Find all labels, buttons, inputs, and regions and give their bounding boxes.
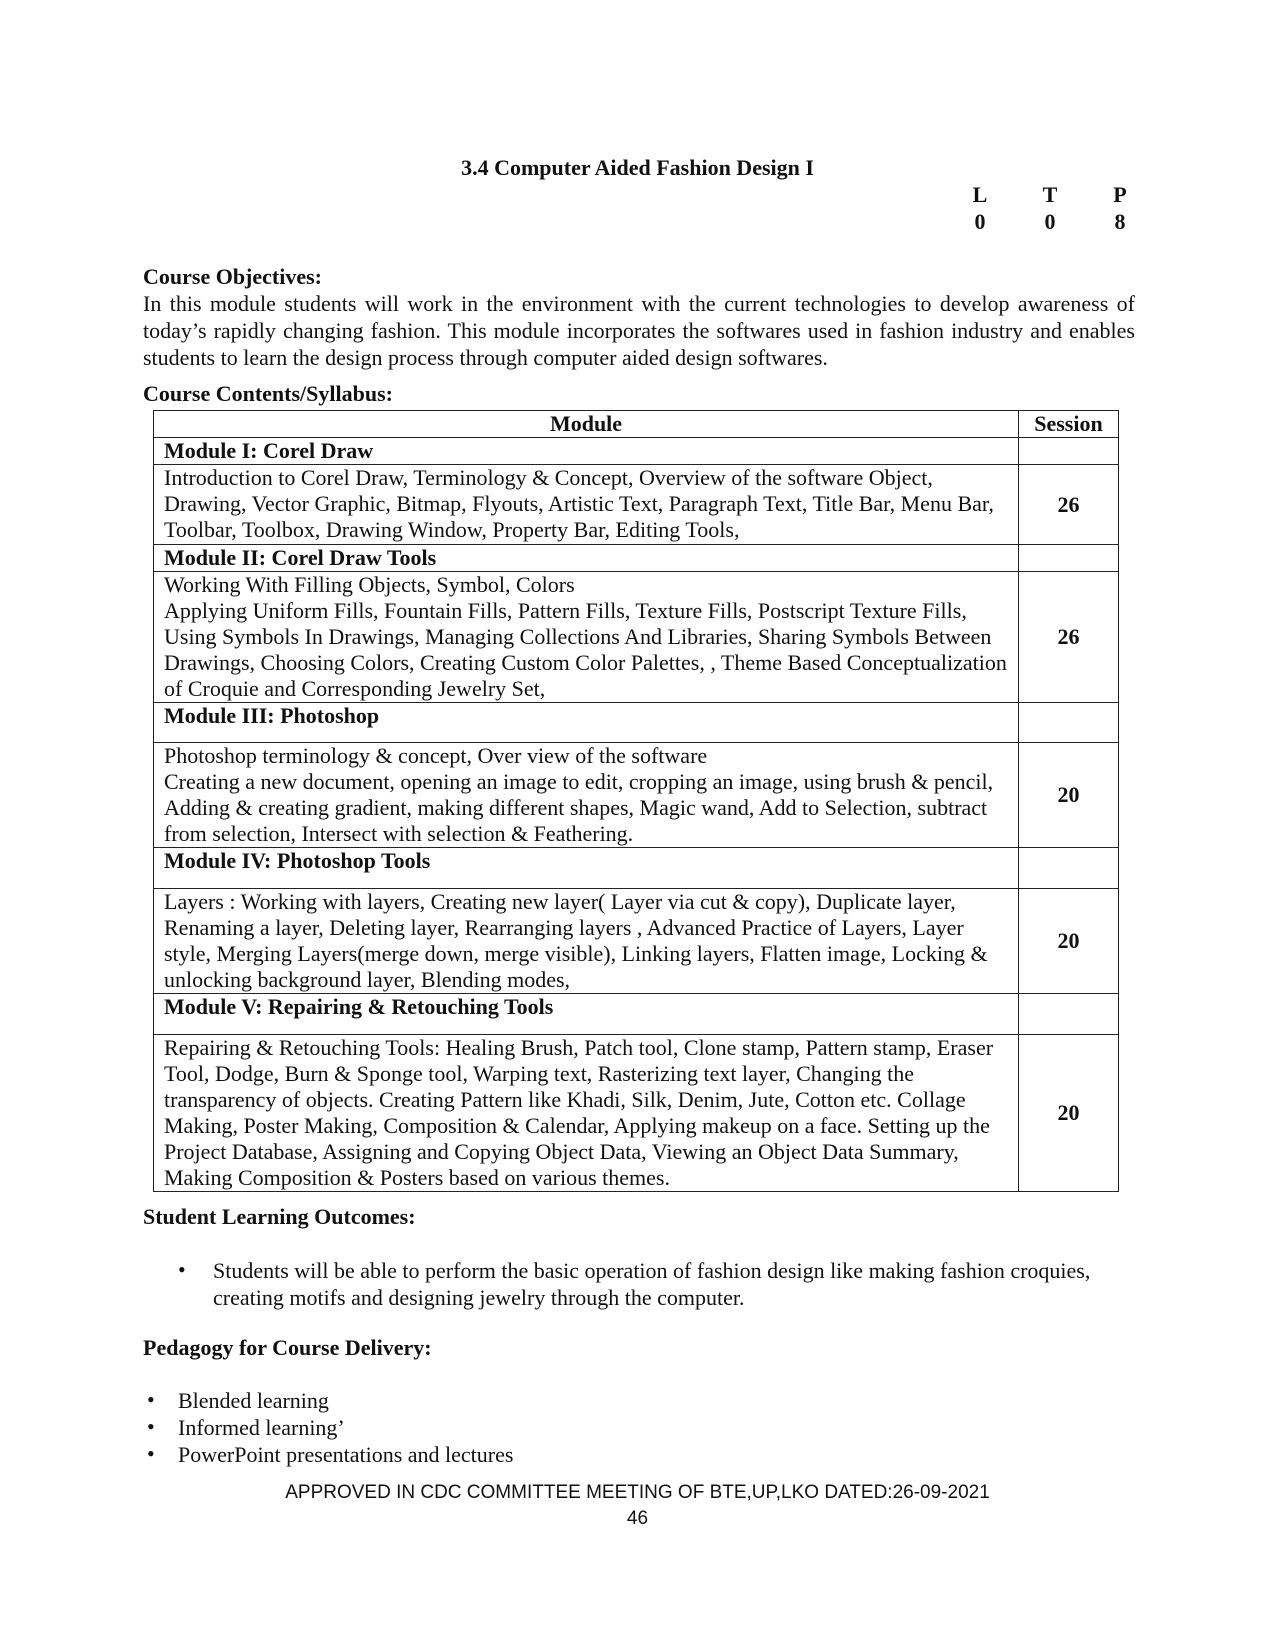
module-content-row [154,465,1119,545]
table-header-row [154,411,1119,438]
session-empty-cell [1019,994,1119,1035]
module-title: Module V: Repairing & Retouching Tools [154,994,1019,1035]
module-title: Module IV: Photoshop Tools [154,848,1019,889]
module-content-row [154,572,1119,703]
module-content: Introduction to Corel Draw, Terminology & Concept, Overview of the software Object, Drawing, Vector Graphic, Bitmap, Flyouts, Artistic Text, Paragraph Text, Title Bar, Menu Bar, Toolbar, Toolbox, Drawing Window, Property Bar, Editing Tools, [154,465,1019,545]
page-number: 46 [626,1508,649,1529]
approval-footer: APPROVED IN CDC COMMITTEE MEETING OF BTE,UP,LKO DATED:26-09-2021 [285,1482,990,1503]
bullet-icon: • [147,1387,155,1412]
page-title: 3.4 Computer Aided Fashion Design I [461,155,814,180]
session-count: 20 [1019,743,1119,848]
ltp-value-t: 0 [1044,209,1056,234]
session-empty-cell [1019,848,1119,889]
session-empty-cell [1019,545,1119,572]
ltp-value-l: 0 [974,209,986,234]
session-column-header: Session [1019,411,1119,438]
ltp-header-t: T [1042,182,1058,207]
session-count: 20 [1019,1035,1119,1192]
session-empty-cell [1019,703,1119,743]
session-count: 26 [1019,465,1119,545]
module-title-row [154,703,1119,743]
syllabus-table [153,410,1119,1192]
objectives-text: In this module students will work in the environment with the current technologies to develop awareness of today’s rapidly changing fashion. This module incorporates the softwares used in fashion industry and enables students to learn the design process through computer aided design softwares. [143,291,1135,370]
module-content: Photoshop terminology & concept, Over view of the software Creating a new document, opening an image to edit, cropping an image, using brush & pencil, Adding & creating gradient, making different shapes, Magic wand, Add to Selection, subtract from selection, Intersect with selection & Feathering. [154,743,1019,848]
module-title: Module II: Corel Draw Tools [154,545,1019,572]
outcome-item: Students will be able to perform the basic operation of fashion design like making fashion croquies, creating motifs and designing jewelry through the computer. [213,1258,1091,1310]
module-content: Layers : Working with layers, Creating new layer( Layer via cut & copy), Duplicate layer, Renaming a layer, Deleting layer, Rearranging layers , Advanced Practice of Layers, Layer style, Merging Layers(merge down, merge visible), Linking layers, Flatten image, Locking & unlocking background layer, Blending modes, [154,889,1019,994]
module-title-row [154,848,1119,889]
ltp-table [970,182,1130,236]
module-title-row [154,545,1119,572]
module-title-row [154,994,1119,1035]
objectives-heading: Course Objectives: [143,264,323,289]
module-content: Working With Filling Objects, Symbol, Colors Applying Uniform Fills, Fountain Fills, Pattern Fills, Texture Fills, Postscript Texture Fills, Using Symbols In Drawings, Managing Collections And Libraries, Sharing Symbols Between Drawings, Choosing Colors, Creating Custom Color Palettes, , Theme Based Conceptualization of Croquie and Corresponding Jewelry Set, [154,572,1019,703]
module-title: Module I: Corel Draw [154,438,1019,465]
syllabus-heading: Course Contents/Syllabus: [143,381,393,406]
module-column-header: Module [154,411,1019,438]
module-content: Repairing & Retouching Tools: Healing Brush, Patch tool, Clone stamp, Pattern stamp, Eraser Tool, Dodge, Burn & Sponge tool, Warping text, Rasterizing text layer, Changing the transparency of objects. Creating Pattern like Khadi, Silk, Denim, Jute, Cotton etc. Collage Making, Poster Making, Composition & Calendar, Applying makeup on a face. Setting up the Project Database, Assigning and Copying Object Data, Viewing an Object Data Summary, Making Composition & Posters based on various themes. [154,1035,1019,1192]
session-count: 20 [1019,889,1119,994]
outcomes-heading: Student Learning Outcomes: [143,1204,416,1229]
module-title: Module III: Photoshop [154,703,1019,743]
session-count: 26 [1019,572,1119,703]
ltp-header-l: L [972,182,988,207]
pedagogy-heading: Pedagogy for Course Delivery: [143,1335,432,1360]
module-content-row [154,1035,1119,1192]
module-content-row [154,889,1119,994]
session-empty-cell [1019,438,1119,465]
ltp-value-p: 8 [1114,209,1126,234]
module-content-row [154,743,1119,848]
pedagogy-item: Informed learning’ [178,1415,345,1440]
pedagogy-item: PowerPoint presentations and lectures [178,1442,514,1467]
module-title-row [154,438,1119,465]
pedagogy-item: Blended learning [178,1388,329,1413]
bullet-icon: • [178,1257,186,1282]
bullet-icon: • [147,1441,155,1466]
bullet-icon: • [147,1414,155,1439]
ltp-header-p: P [1113,182,1127,207]
